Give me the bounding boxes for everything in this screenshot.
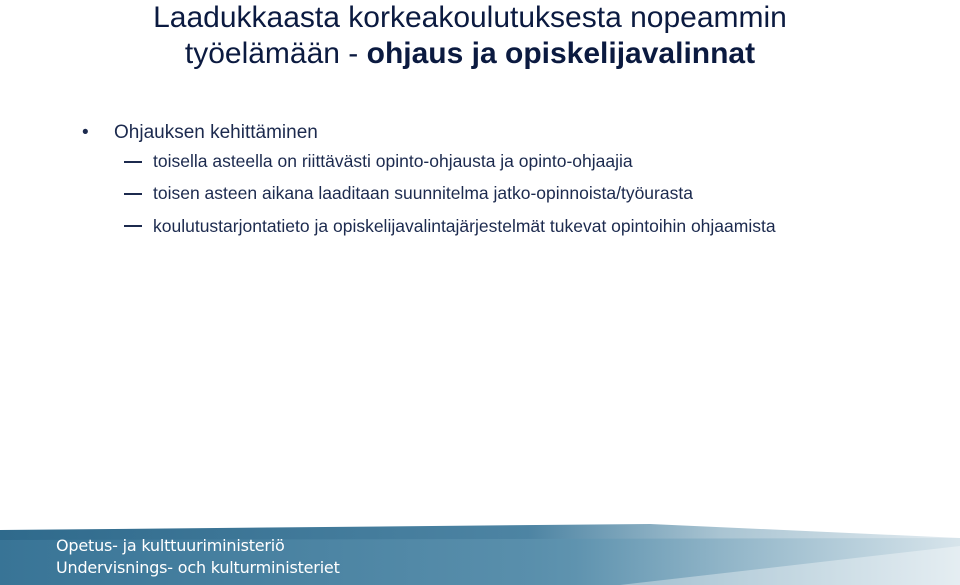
sub-bullet-text: koulutustarjontatieto ja opiskelijavalintajärjestelmät tukevat opintoihin ohjaamista <box>153 216 776 236</box>
ministry-name-finnish: Opetus- ja kulttuuriministeriö <box>56 536 285 555</box>
ministry-name <box>56 535 340 579</box>
slide-title-line2-prefix: työelämään - <box>184 37 367 70</box>
sub-bullet-item <box>82 214 942 239</box>
slide-title-line1: Laadukkaasta korkeakoulutuksesta nopeammin <box>153 1 787 34</box>
sub-bullet-item <box>82 182 942 205</box>
sub-bullet-list <box>82 150 942 239</box>
sub-bullet-item <box>82 150 942 173</box>
bullet-list <box>82 120 942 239</box>
bullet-main-item <box>82 120 942 146</box>
slide-title-line2 <box>0 36 960 72</box>
sub-bullet-text: toisella asteella on riittävästi opinto-ohjausta ja opinto-ohjaajia <box>153 151 633 171</box>
dash-icon <box>124 150 142 173</box>
sub-bullet-text: toisen asteen aikana laaditaan suunnitelma jatko-opinnoista/työurasta <box>153 183 693 203</box>
footer-banner <box>0 524 960 585</box>
bullet-main-text: Ohjauksen kehittäminen <box>114 122 318 143</box>
bullet-dot-icon: • <box>82 122 89 143</box>
slide-title-line2-bold: ohjaus ja opiskelijavalinnat <box>366 37 756 70</box>
ministry-name-swedish: Undervisnings- och kulturministeriet <box>56 558 340 577</box>
dash-icon <box>124 214 142 237</box>
slide-title <box>0 0 960 72</box>
dash-icon <box>124 182 142 205</box>
